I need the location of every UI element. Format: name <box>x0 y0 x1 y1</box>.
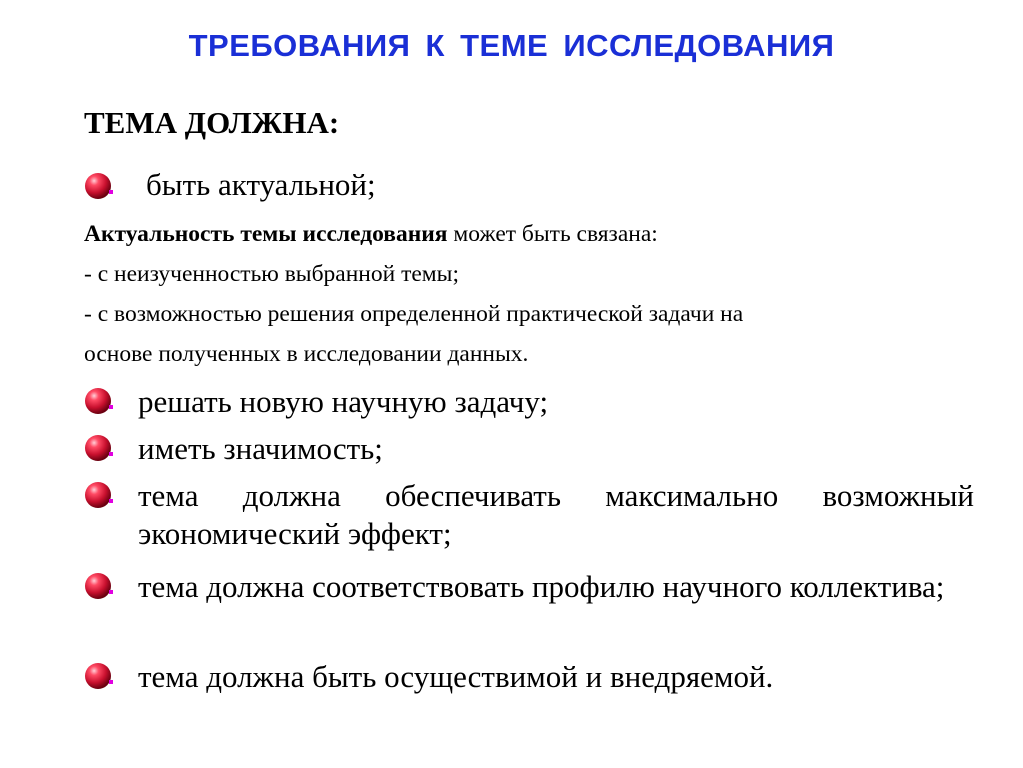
subtitle: ТЕМА ДОЛЖНА: <box>84 105 340 140</box>
bullet-text: решать новую научную задачу; <box>138 384 549 419</box>
paragraph-lead-bold: Актуальность темы исследования <box>84 221 448 247</box>
paragraph-lead-rest: может быть связана: <box>447 221 658 247</box>
bullet-text: иметь значимость; <box>138 431 383 466</box>
relevance-paragraph <box>84 214 984 374</box>
slide-title: ТРЕБОВАНИЯ К ТЕМЕ ИССЛЕДОВАНИЯ <box>188 28 835 63</box>
red-sphere-bullet-icon <box>82 570 114 602</box>
red-sphere-bullet-icon <box>82 170 114 202</box>
bullet-text: тема должна быть осуществимой и внедряемой. <box>138 659 774 694</box>
paragraph-line: основе полученных в исследовании данных. <box>84 341 529 367</box>
paragraph-line: - с возможностью решения определенной практической задачи на <box>84 301 744 327</box>
bullet-text: тема должна соответствовать профилю научного коллектива; <box>138 569 945 604</box>
red-sphere-bullet-icon <box>82 432 114 464</box>
red-sphere-bullet-icon <box>82 479 114 511</box>
bullet-text: тема должна обеспечивать максимально возможный экономический эффект; <box>138 478 974 551</box>
paragraph-line: - с неизученностью выбранной темы; <box>84 261 459 287</box>
red-sphere-bullet-icon <box>82 660 114 692</box>
red-sphere-bullet-icon <box>82 385 114 417</box>
bullet-text: быть актуальной; <box>146 167 376 202</box>
